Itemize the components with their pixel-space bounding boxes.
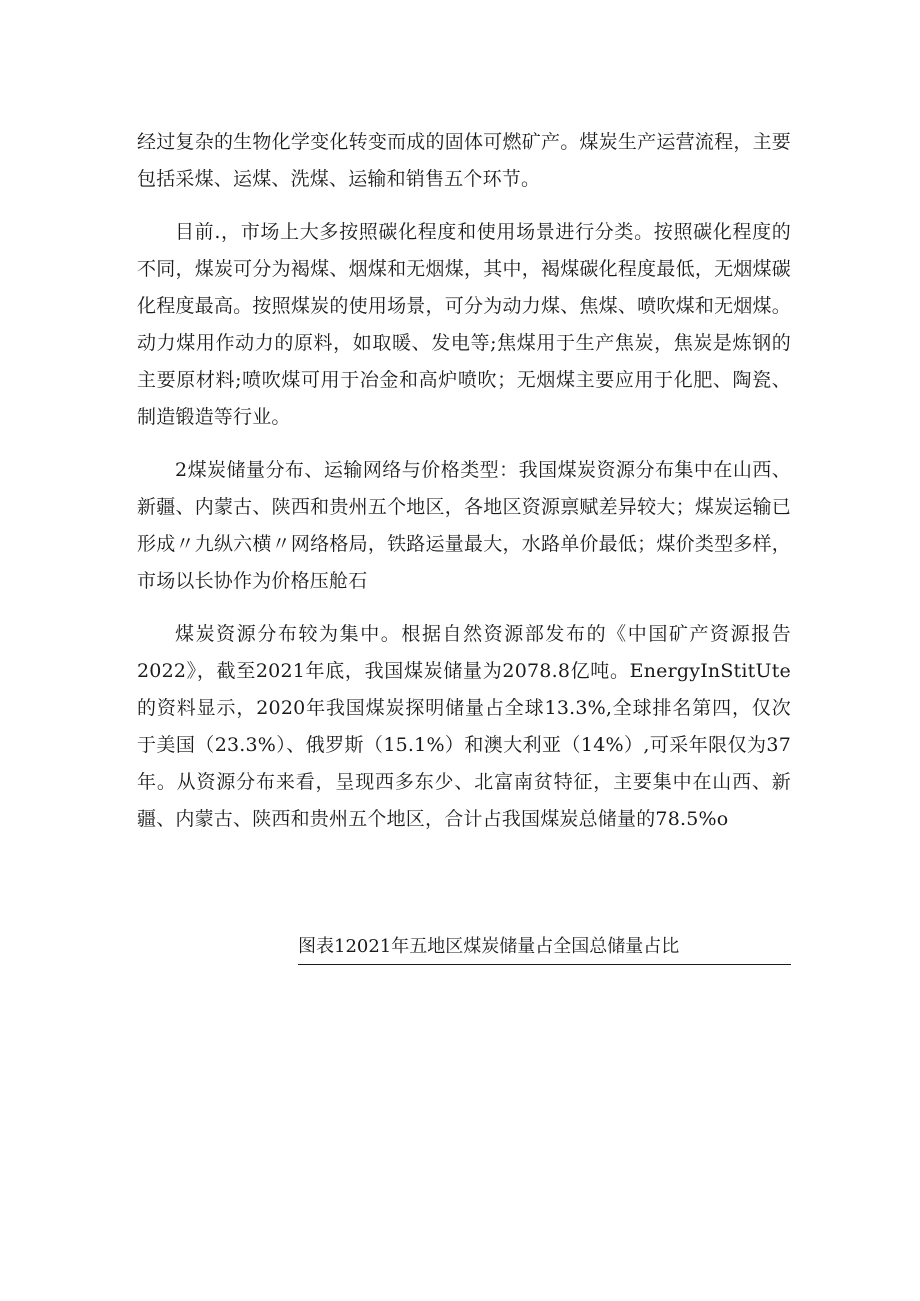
figure-caption: 图表12021年五地区煤炭储量占全国总储量占比 [298,936,680,957]
figure-caption-container [298,934,791,965]
paragraph-coal-classification: 目前.，市场上大多按照碳化程度和使用场景进行分类。按照碳化程度的不同，煤炭可分为褐煤、烟煤和无烟煤，其中，褐煤碳化程度最低，无烟煤碳化程度最高。按照煤炭的使用场景，可分为动力煤、焦煤、喷吹煤和无烟煤。动力煤用作动力的原料，如取暖、发电等;焦煤用于生产焦炭，焦炭是炼钢的主要原材料;喷吹煤可用于冶金和高炉喷吹；无烟煤主要应用于化肥、陶瓷、制造锻造等行业。 [137,221,791,428]
document-body [137,124,791,854]
paragraph-section-heading-reserves: 2煤炭储量分布、运输网络与价格类型：我国煤炭资源分布集中在山西、新疆、内蒙古、陕西和贵州五个地区，各地区资源禀赋差异较大；煤炭运输已形成〃九纵六横〃网络格局，铁路运量最大，水路单价最低；煤价类型多样，市场以长协作为价格压舱石 [137,459,791,592]
paragraph-coal-reserves: 煤炭资源分布较为集中。根据自然资源部发布的《中国矿产资源报告2022》，截至2021年底，我国煤炭储量为2078.8亿吨。EnergyInStitUte的资料显示，2020年我国煤炭探明储量占全球13.3%,全球排名第四，仅次于美国（23.3%）、俄罗斯（15.1%）和澳大利亚（14%）,可采年限仅为37年。从资源分布来看，呈现西多东少、北富南贫特征，主要集中在山西、新疆、内蒙古、陕西和贵州五个地区，合计占我国煤炭总储量的78.5%o [137,623,791,830]
paragraph-coal-definition: 经过复杂的生物化学变化转变而成的固体可燃矿产。煤炭生产运营流程，主要包括采煤、运煤、洗煤、运输和销售五个环节。 [137,131,791,190]
